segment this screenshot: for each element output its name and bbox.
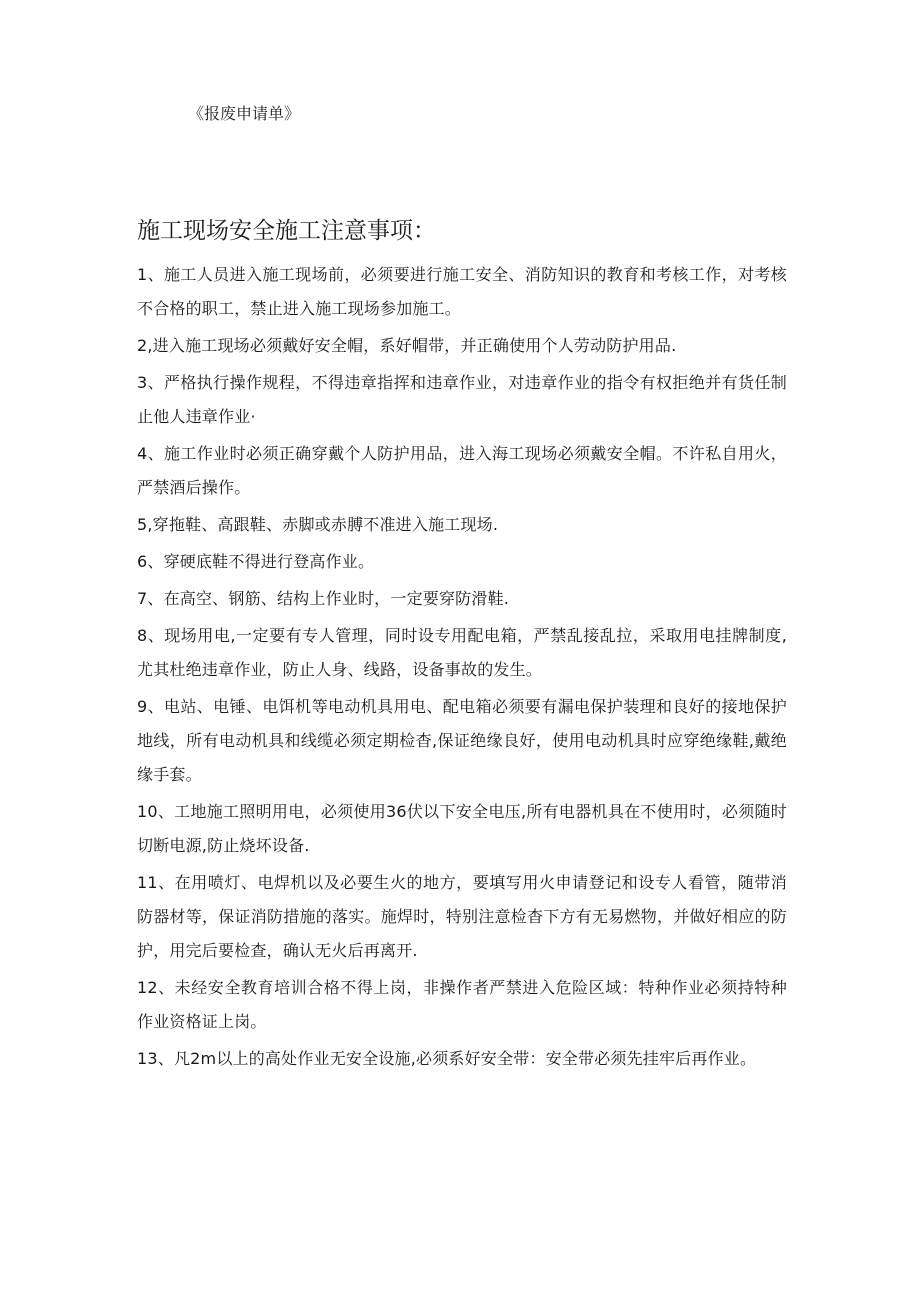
rule-item-7: 7、在高空、钢筋、结构上作业时，一定要穿防滑鞋.: [137, 589, 510, 608]
rule-item-11: 11、在用喷灯、电焊机以及必要生火的地方，要填写用火申请登记和设专人看管，随带消防器材等，保证消防措施的落实。施焊时，特别注意检杳下方有无易燃物，并做好相应的防护，用完后要检查，确认无火后再离开.: [137, 873, 787, 960]
reference-title: 《报废申请单》: [188, 104, 301, 123]
rule-item-3: 3、严格执行操作规程，不得违章指挥和违章作业，对违章作业的指令有权拒绝并有货任制止他人违章作业·: [137, 373, 787, 426]
rule-item-9: 9、电站、电锤、电饵机等电动机具用电、配电箱必须要有漏电保护装理和良好的接地保护地线，所有电动机具和线缆必须定期检杳,保证绝缘良好，使用电动机具时应穿绝缘鞋,戴绝缘手套。: [137, 697, 787, 784]
page-title: 施工现场安全施工注意事项：: [137, 218, 436, 244]
rule-item-6: 6、穿硬底鞋不得进行登高作业。: [137, 552, 375, 571]
rule-item-2: 2,进入施工现场必须戴好安全帽，系好帽带，并正确使用个人劳动防护用品.: [137, 336, 677, 355]
rule-item-12: 12、未经安全教育培训合格不得上岗，非操作者严禁进入危险区域：特种作业必须持特种作业资格证上岗。: [137, 978, 787, 1031]
rule-item-8: 8、现场用电,一定要有专人管理，同时设专用配电箱，严禁乱接乱拉，采取用电挂牌制度,尤其杜绝违章作业，防止人身、线路，设备事故的发生。: [137, 626, 787, 679]
rule-item-4: 4、施工作业时必须正确穿戴个人防护用品，进入海工现场必须戴安全帽。不许私自用火，严禁酒后操作。: [137, 444, 787, 497]
rule-item-13: 13、凡2m以上的高处作业无安全设施,必须系好安全带：安全带必须先挂牢后再作业。: [137, 1049, 757, 1068]
rule-item-1: 1、施工人员进入施工现场前，必须要进行施工安全、消防知识的教育和考核工作，对考核不合格的职工，禁止进入施工现场参加施工。: [137, 265, 787, 318]
rule-item-5: 5,穿拖鞋、高跟鞋、赤脚或赤膊不准进入施工现场.: [137, 515, 499, 534]
rule-item-10: 10、工地施工照明用电，必须使用36伏以下安全电压,所有电器机具在不使用时，必须随时切断电源,防止烧坏设备.: [137, 802, 787, 855]
safety-rules-list: [137, 258, 787, 1079]
